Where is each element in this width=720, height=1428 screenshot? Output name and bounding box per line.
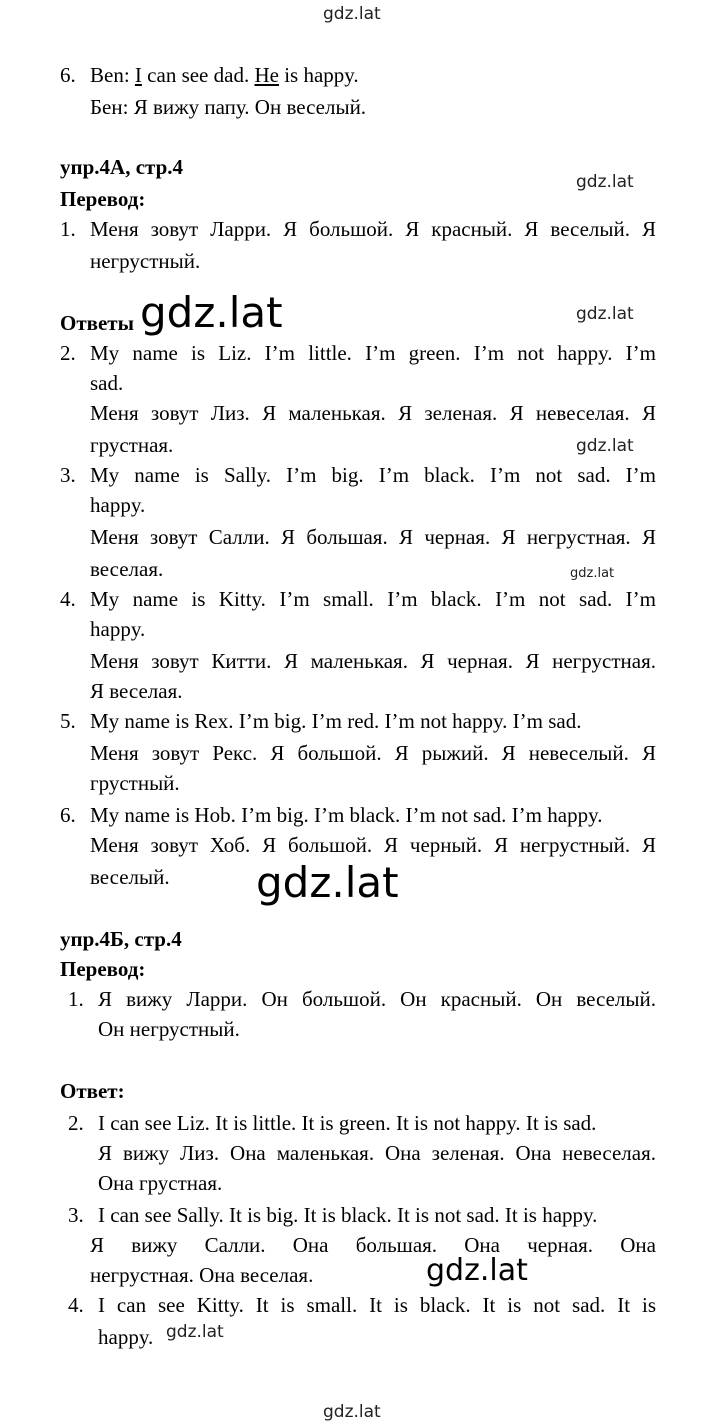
answer-line: happy. — [90, 617, 146, 641]
item-number: 1. — [68, 987, 84, 1011]
translation-line: негрустный. — [90, 249, 201, 273]
section-heading: упр.4Б, стр.4 — [60, 927, 182, 951]
watermark: gdz.lat — [576, 304, 634, 324]
translation-label: Перевод: — [60, 187, 146, 211]
section-heading: упр.4А, стр.4 — [60, 155, 184, 179]
watermark: gdz.lat — [570, 566, 615, 581]
answer-label: Ответ: — [60, 1079, 125, 1103]
answer-line: My name is Kitty. I’m small. I’m black. I’m not sad. I’m — [90, 587, 656, 611]
item-number: 2. — [68, 1111, 84, 1135]
watermark-top: gdz.lat — [323, 4, 381, 24]
answer-line: Меня зовут Лиз. Я маленькая. Я зеленая. Я невеселая. Я — [90, 401, 656, 425]
answer-line: Она грустная. — [98, 1171, 223, 1195]
watermark: gdz.lat — [576, 172, 634, 192]
answer-line: Меня зовут Рекс. Я большой. Я рыжий. Я невеселый. Я — [90, 741, 656, 765]
answer-line: веселый. — [90, 865, 170, 889]
answer-line: грустный. — [90, 771, 180, 795]
answer-line: Меня зовут Китти. Я маленькая. Я черная. Я негрустная. — [90, 649, 656, 673]
translation-line: Я вижу Ларри. Он большой. Он красный. Он веселый. — [98, 987, 656, 1011]
watermark-bottom: gdz.lat — [323, 1402, 381, 1422]
answer-line: Меня зовут Хоб. Я большой. Я черный. Я негрустный. Я — [90, 833, 656, 857]
answer-line: I can see Kitty. It is small. It is black. It is not sad. It is — [98, 1293, 656, 1317]
answer-line: My name is Sally. I’m big. I’m black. I’m not sad. I’m — [90, 463, 656, 487]
item-number: 1. — [60, 217, 76, 241]
watermark-large: gdz.lat — [140, 288, 283, 337]
answer-label: Ответы — [60, 311, 135, 335]
watermark: gdz.lat — [576, 436, 634, 456]
item-number: 3. — [60, 463, 76, 487]
item-number: 2. — [60, 341, 76, 365]
item-number: 6. — [60, 63, 76, 87]
answer-line: I can see Liz. It is little. It is green. It is not happy. It is sad. — [98, 1111, 597, 1135]
answer-line: sad. — [90, 371, 124, 395]
answer-line: грустная. — [90, 433, 174, 457]
answer-line: негрустная. Она веселая. — [90, 1263, 314, 1287]
answer-line: My name is Rex. I’m big. I’m red. I’m not happy. I’m sad. — [90, 709, 582, 733]
translation-label: Перевод: — [60, 957, 146, 981]
answer-line: веселая. — [90, 557, 164, 581]
answer-line: Я вижу Салли. Она большая. Она черная. Она — [90, 1233, 656, 1257]
answer-line: Я вижу Лиз. Она маленькая. Она зеленая. Она невеселая. — [98, 1141, 656, 1165]
answer-line: My name is Liz. I’m little. I’m green. I’m not happy. I’m — [90, 341, 656, 365]
item-number: 5. — [60, 709, 76, 733]
translation-line: Меня зовут Ларри. Я большой. Я красный. Я веселый. Я — [90, 217, 656, 241]
translation-line: Он негрустный. — [98, 1017, 240, 1041]
answer-line: happy. — [98, 1325, 154, 1349]
item-number: 3. — [68, 1203, 84, 1227]
answer-line: Меня зовут Салли. Я большая. Я черная. Я негрустная. Я — [90, 525, 656, 549]
answer-line: happy. — [90, 493, 146, 517]
item-number: 6. — [60, 803, 76, 827]
watermark-large: gdz.lat — [256, 858, 399, 907]
item-number: 4. — [68, 1293, 84, 1317]
answer-line: My name is Hob. I’m big. I’m black. I’m not sad. I’m happy. — [90, 803, 603, 827]
answer-line: I can see Sally. It is big. It is black. It is not sad. It is happy. — [98, 1203, 598, 1227]
watermark-medium: gdz.lat — [426, 1253, 528, 1288]
answer-line: Я веселая. — [90, 679, 183, 703]
item-number: 4. — [60, 587, 76, 611]
top-item-line: Ben: I can see dad. He is happy. — [90, 63, 359, 87]
top-item-translation: Бен: Я вижу папу. Он веселый. — [90, 95, 367, 119]
watermark: gdz.lat — [166, 1322, 224, 1342]
